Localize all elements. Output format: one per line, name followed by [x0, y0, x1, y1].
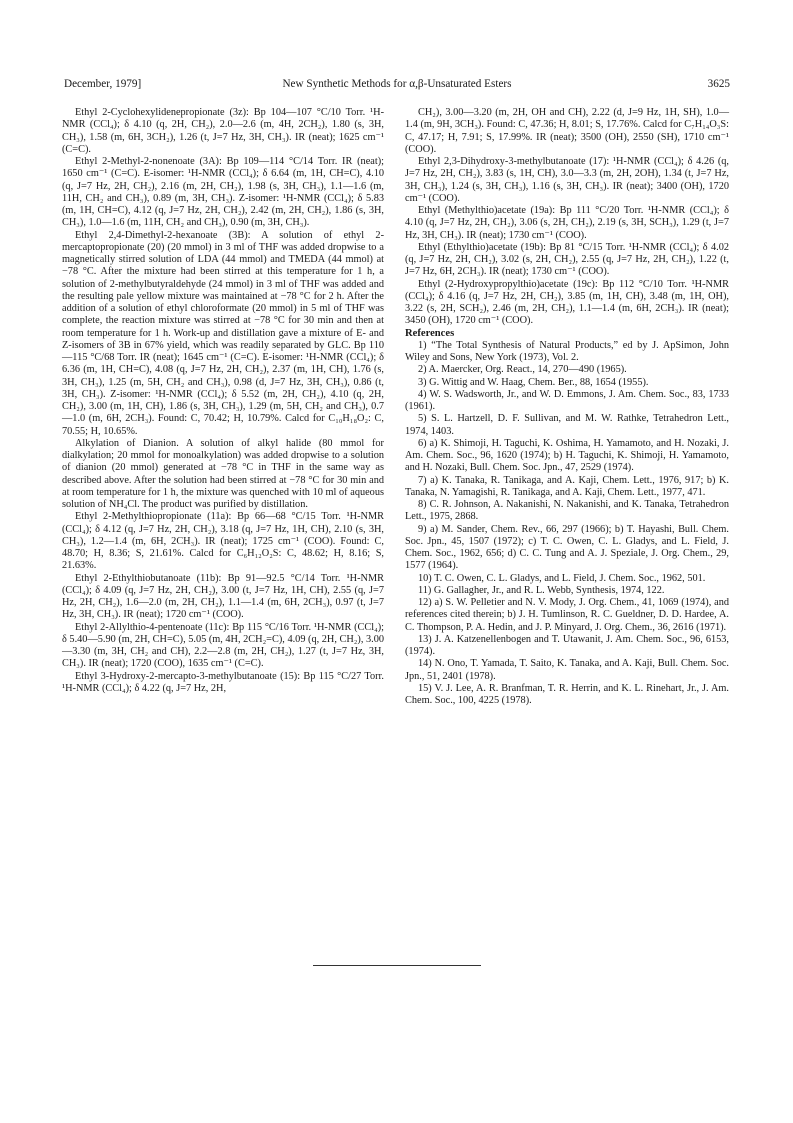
right-column [405, 107, 729, 707]
reference-item: 8) C. R. Johnson, A. Nakanishi, N. Nakanishi, and K. Tanaka, Tetrahedron Lett., 1975, 2868. [405, 499, 729, 523]
left-column [62, 107, 384, 695]
paragraph: Ethyl (2-Hydroxypropylthio)acetate (19c): Bp 112 °C/10 Torr. ¹H-NMR (CCl₄); δ 4.16 (q, J=7 Hz, 2H, CH₂), 3.85 (m, 1H, CH), 3.48 (m, 1H, OH), 3.22 (s, 2H, SCH₂), 2.46 (m, 2H, CH₂), 1.1—1.4 (m, 6H, 2CH₃). IR (neat); 3450 (OH), 1720 cm⁻¹ (COO). [405, 278, 729, 327]
issue-date: December, 1979] [64, 78, 142, 90]
paragraph: Ethyl (Ethylthio)acetate (19b): Bp 81 °C/15 Torr. ¹H-NMR (CCl₄); δ 4.02 (q, J=7 Hz, 2H, CH₂), 3.02 (s, 2H, CH₂), 2.55 (q, J=7 Hz, 2H, CH₂), 1.22 (t, J=7 Hz, 6H, 2CH₃). IR (neat); 1730 cm⁻¹ (COO). [405, 241, 729, 278]
paragraph: Ethyl (Methylthio)acetate (19a): Bp 111 °C/20 Torr. ¹H-NMR (CCl₄); δ 4.10 (q, J=7 Hz, 2H, CH₂), 3.06 (s, 2H, CH₂), 2.19 (s, 3H, SCH₃), 1.29 (t, J=7 Hz, 3H, CH₃). IR (neat); 1730 cm⁻¹ (COO). [405, 205, 729, 241]
reference-item: 4) W. S. Wadsworth, Jr., and W. D. Emmons, J. Am. Chem. Soc., 83, 1733 (1961). [405, 388, 729, 412]
paragraph: Ethyl 2-Cyclohexylidenepropionate (3z): Bp 104—107 °C/10 Torr. ¹H-NMR (CCl₄); δ 4.10 (q, 2H, CH₂), 2.0—2.6 (m, 4H, 2CH₂), 1.80 (s, 3H, CH₃), 1.58 (m, 6H, 3CH₂), 1.26 (t, J=7 Hz, 3H, CH₃). IR (neat); 1625 cm⁻¹ (C=C). [62, 107, 384, 155]
paragraph: Ethyl 2-Ethylthiobutanoate (11b): Bp 91—92.5 °C/14 Torr. ¹H-NMR (CCl₄); δ 4.09 (q, J=7 Hz, 2H, CH₂), 3.00 (t, J=7 Hz, 1H, CH), 2.55 (q, J=7 Hz, 2H, CH₂), 1.6—2.0 (m, 2H, CH₂), 1.1—1.4 (m, 6H, 2CH₃), 0.97 (t, J=7 Hz, 3H, CH₃). IR (neat); 1720 cm⁻¹ (COO). [62, 572, 384, 621]
paragraph: Ethyl 3-Hydroxy-2-mercapto-3-methylbutanoate (15): Bp 115 °C/27 Torr. ¹H-NMR (CCl₄); δ 4.22 (q, J=7 Hz, 2H, [62, 670, 384, 694]
paragraph: Ethyl 2,3-Dihydroxy-3-methylbutanoate (17): ¹H-NMR (CCl₄); δ 4.26 (q, J=7 Hz, 2H, CH₂), 3.83 (s, 1H, CH), 3.0—3.3 (m, 2H, 2OH), 1.34 (t, J=7 Hz, 3H, CH₃), 1.24 (s, 3H, CH₃), 1.16 (s, 3H, CH₃). IR (neat); 3400 (OH), 1720 cm⁻¹ (COO). [405, 156, 729, 204]
reference-item: 7) a) K. Tanaka, R. Tanikaga, and A. Kaji, Chem. Lett., 1976, 917; b) K. Tanaka, N. Yamagishi, R. Tanikaga, and A. Kaji, Chem. Lett., 1977, 471. [405, 474, 729, 498]
paragraph: Ethyl 2-Methylthiopropionate (11a): Bp 66—68 °C/15 Torr. ¹H-NMR (CCl₄); δ 4.12 (q, J=7 Hz, 2H, CH₂), 3.18 (q, J=7 Hz, 1H, CH), 2.10 (s, 3H, CH₃), 1.2—1.4 (m, 6H, 2CH₃). IR (neat); 1725 cm⁻¹ (COO). Found: C, 48.70; H, 8.36; S, 21.61%. Calcd for C₆H₁₂O₂S: C, 48.62; H, 8.16; S, 21.63%. [62, 511, 384, 572]
references-heading: References [405, 327, 455, 339]
reference-item: 14) N. Ono, T. Yamada, T. Saito, K. Tanaka, and A. Kaji, Bull. Chem. Soc. Jpn., 51, 2401 (1978). [405, 658, 729, 682]
reference-item: 10) T. C. Owen, C. L. Gladys, and L. Field, J. Chem. Soc., 1962, 501. [418, 572, 706, 584]
paragraph: CH₂), 3.00—3.20 (m, 2H, OH and CH), 2.22 (d, J=9 Hz, 1H, SH), 1.0—1.4 (m, 9H, 3CH₃). Found: C, 47.36; H, 8.01; S, 17.76%. Calcd for C₇H₁₄O₃S: C, 47.17; H, 7.91; S, 17.99%. IR (neat); 3500 (OH), 2550 (SH), 1710 cm⁻¹ (COO). [405, 107, 729, 155]
page-header [64, 78, 730, 94]
reference-item: 2) A. Maercker, Org. React., 14, 270—490 (1965). [418, 364, 627, 376]
reference-item: 15) V. J. Lee, A. R. Branfman, T. R. Herrin, and K. L. Rinehart, Jr., J. Am. Chem. Soc., 100, 4225 (1978). [405, 682, 729, 706]
reference-item: 6) a) K. Shimoji, H. Taguchi, K. Oshima, H. Yamamoto, and H. Nozaki, J. Am. Chem. Soc., 96, 1620 (1974); b) H. Taguchi, K. Shimoji, H. Yamamoto, and H. Nozaki, Bull. Chem. Soc. Jpn., 47, 2529 (1974). [405, 437, 729, 474]
reference-item: 1) “The Total Synthesis of Natural Products,” ed by J. ApSimon, John Wiley and Sons, New York (1973), Vol. 2. [405, 339, 729, 363]
end-rule [313, 965, 481, 966]
paragraph: Ethyl 2-Allylthio-4-pentenoate (11c): Bp 115 °C/16 Torr. ¹H-NMR (CCl₄); δ 5.40—5.90 (m, 2H, CH=C), 5.05 (m, 4H, 2CH₂=C), 4.09 (q, 2H, CH₂), 3.00—3.30 (m, 3H, CH₂ and CH), 2.2—2.8 (m, 2H, CH₂), 1.27 (t, J=7 Hz, 3H, CH₃). IR (neat); 1720 (COO), 1635 cm⁻¹ (C=C). [62, 621, 384, 670]
page-number: 3625 [707, 78, 730, 90]
reference-item: 11) G. Gallagher, Jr., and R. L. Webb, Synthesis, 1974, 122. [418, 584, 665, 596]
reference-item: 5) S. L. Hartzell, D. F. Sullivan, and M. W. Rathke, Tetrahedron Lett., 1974, 1403. [405, 413, 729, 437]
reference-item: 9) a) M. Sander, Chem. Rev., 66, 297 (1966); b) T. Hayashi, Bull. Chem. Soc. Jpn., 45, 1507 (1972); c) T. C. Owen, C. L. Gladys, and L. Field, J. Chem. Soc., 1962, 656; d) C. C. Tung and A. J. Speziale, J. Org. Chem., 29, 1577 (1964). [405, 523, 729, 572]
paragraph: Ethyl 2-Methyl-2-nonenoate (3A): Bp 109—114 °C/14 Torr. IR (neat); 1650 cm⁻¹ (C=C). E-isomer: ¹H-NMR (CCl₄); δ 6.64 (m, 1H, CH=C), 4.10 (q, J=7 Hz, 2H, CH₂), 2.16 (m, 2H, CH₂), 1.98 (s, 3H, CH₃), 1.1—1.6 (m, 11H, CH₂ and CH₃), 0.89 (m, 3H, CH₃). Z-isomer: ¹H-NMR (CCl₄); δ 5.83 (m, 1H, CH=C), 4.12 (q, J=7 Hz, 2H, CH₂), 2.42 (m, 2H, CH₂), 1.86 (s, 3H, CH₃), 1.0—1.6 (m, 11H, CH₂ and CH₃), 0.90 (m, 3H, CH₃). [62, 156, 384, 229]
reference-item: 12) a) S. W. Pelletier and N. V. Mody, J. Org. Chem., 41, 1069 (1974), and references cited therein; b) J. H. Tumlinson, R. C. Gueldner, D. D. Hardee, A. C. Thompson, P. A. Hedin, and J. P. Minyard, J. Org. Chem., 36, 2616 (1971). [405, 597, 729, 633]
reference-item: 3) G. Wittig and W. Haag, Chem. Ber., 88, 1654 (1955). [418, 376, 649, 388]
running-title: New Synthetic Methods for α,β-Unsaturated Esters [282, 78, 512, 90]
paragraph: Alkylation of Dianion. A solution of alkyl halide (80 mmol for dialkylation; 20 mmol for monoalkylation) was added dropwise to a solution of dianion (20 mmol) generated at −78 °C in THF in the same way as described above. After the solution had been stirred at −78 °C for 30 min and at room temperature for 1 h, the mixture was quenched with 10 ml of aqueous solution of NH₄Cl. The product was purified by distillation. [62, 437, 384, 510]
paragraph: Ethyl 2,4-Dimethyl-2-hexanoate (3B): A solution of ethyl 2-mercaptopropionate (20) (20 mmol) in 3 ml of THF was added dropwise to a magnetically stirred solution of LDA (44 mmol) and TMEDA (44 mmol) at −78 °C. After the mixture had been stirred at this temperature for 1 h, a solution of 2-methylbutyraldehyde (24 mmol) in 3 ml of THF was added and the resulting pale yellow mixture was maintained at −78 °C for 2 h. After the addition of a solution of ethyl chloroformate (20 mmol) in 5 ml of THF was complete, the reaction mixture was stirred at −78 °C for 30 min and then at room temperature for 1 h. Work-up and distillation gave a mixture of E- and Z-isomers of 3B in 67% yield, which was readily separated by GLC. Bp 110—115 °C/68 Torr. IR (neat); 1645 cm⁻¹ (C=C). E-isomer: ¹H-NMR (CCl₄); δ 6.36 (m, 1H, CH=C), 4.08 (q, J=7 Hz, 2H, CH₂), 2.37 (m, 1H, CH), 1.76 (s, 3H, CH₃), 1.25 (m, 5H, CH₂ and CH₃), 0.98 (d, J=7 Hz, 3H, CH₃), 0.86 (t, 3H, CH₃). Z-isomer: ¹H-NMR (CCl₄); δ 5.52 (m, 2H, CH₂), 4.10 (q, 2H, CH₂), 3.00 (m, 1H, CH), 1.86 (s, 3H, CH₃), 1.29 (m, 5H, CH₂ and CH₃), 0.7—1.0 (m, 6H, 2CH₃). Found: C, 70.42; H, 10.79%. Calcd for C₁₀H₁₈O₂: C, 70.55; H, 10.65%. [62, 229, 384, 437]
reference-item: 13) J. A. Katzenellenbogen and T. Utawanit, J. Am. Chem. Soc., 96, 6153, (1974). [405, 633, 729, 657]
